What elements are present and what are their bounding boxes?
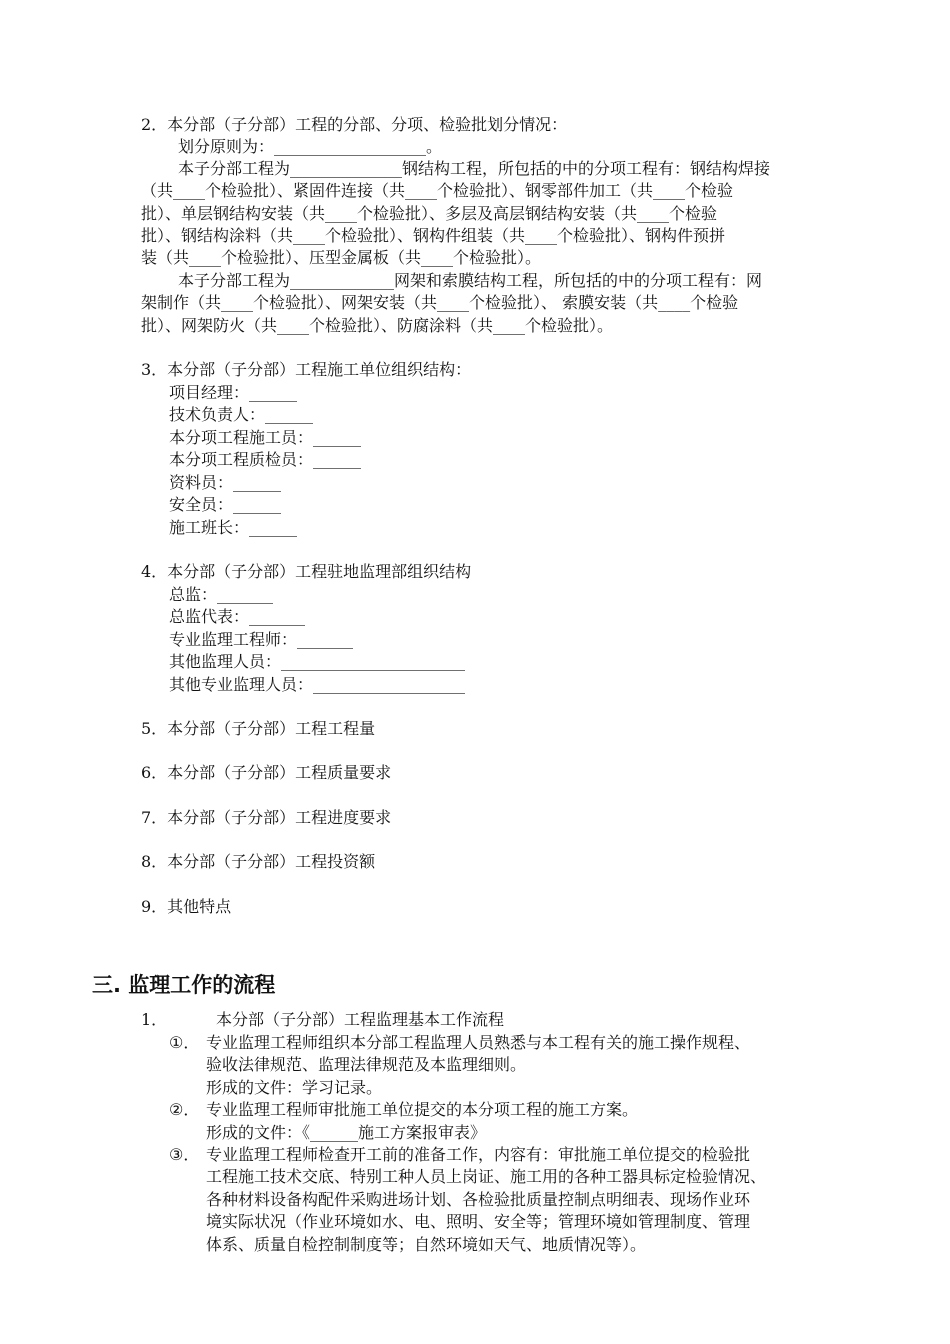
step-line: 境实际状况（作业环境如水、电、照明、安全等；管理环境如管理制度、管理 [206, 1212, 751, 1231]
grid-paragraph-line: 本子分部工程为_____________网架和索膜结构工程，所包括的中的分项工程有：网 [178, 271, 763, 290]
steel-paragraph-line: 装（共____个检验批）、压型金属板（共____个检验批）。 [141, 248, 542, 267]
section-3-heading: 3．本分部（子分部）工程施工单位组织结构： [141, 360, 472, 379]
org-item-quality-inspector: 本分项工程质检员：______ [169, 450, 362, 469]
supervision-item-chief: 总监：_______ [169, 585, 274, 604]
step-line: 验收法律规范、监理法律规范及本监理细则。 [206, 1055, 527, 1074]
step-line: 工程施工技术交底、特别工种人员上岗证、施工用的各种工器具标定检验情况、 [206, 1167, 767, 1186]
step-line: 专业监理工程师组织本分部工程监理人员熟悉与本工程有关的施工操作规程、 [206, 1033, 751, 1052]
step-marker: ②． [169, 1100, 200, 1119]
chapter-3-title: 三. 监理工作的流程 [92, 973, 276, 997]
step-output: 形成的文件：《______施工方案报审表》 [206, 1123, 487, 1142]
subsection-number: 1． [141, 1010, 168, 1029]
grid-paragraph-line: 批）、网架防火（共____个检验批）、防腐涂料（共____个检验批）。 [141, 316, 614, 335]
org-item-project-manager: 项目经理：______ [169, 383, 298, 402]
subsection-title: 本分部（子分部）工程监理基本工作流程 [216, 1010, 505, 1029]
step-output: 形成的文件：学习记录。 [206, 1078, 383, 1097]
steel-paragraph-line: 批）、钢结构涂料（共____个检验批）、钢构件组装（共____个检验批）、钢构件预拼 [141, 226, 726, 245]
step-marker: ③． [169, 1145, 200, 1164]
org-item-foreman: 施工班长：______ [169, 518, 298, 537]
grid-paragraph-line: 架制作（共____个检验批）、网架安装（共____个检验批）、 索膜安装（共____个检验 [141, 293, 739, 312]
supervision-item-engineer: 专业监理工程师：_______ [169, 630, 354, 649]
org-item-constructor: 本分项工程施工员：______ [169, 428, 362, 447]
section-8-heading: 8．本分部（子分部）工程投资额 [141, 852, 376, 871]
division-principle: 划分原则为：___________________。 [178, 137, 443, 156]
step-line: 专业监理工程师检查开工前的准备工作，内容有：审批施工单位提交的检验批 [206, 1145, 751, 1164]
supervision-item-other-staff: 其他监理人员：_______________________ [169, 652, 466, 671]
step-marker: ①． [169, 1033, 200, 1052]
section-6-heading: 6．本分部（子分部）工程质量要求 [141, 763, 392, 782]
step-line: 专业监理工程师审批施工单位提交的本分项工程的施工方案。 [206, 1100, 639, 1119]
section-2-heading: 2．本分部（子分部）工程的分部、分项、检验批划分情况： [141, 115, 568, 134]
section-7-heading: 7．本分部（子分部）工程进度要求 [141, 808, 392, 827]
step-line: 体系、质量自检控制制度等；自然环境如天气、地质情况等）。 [206, 1235, 647, 1254]
org-item-safety-officer: 安全员：______ [169, 495, 282, 514]
supervision-item-deputy: 总监代表：_______ [169, 607, 306, 626]
supervision-item-other-specialists: 其他专业监理人员：___________________ [169, 675, 466, 694]
steel-paragraph-line: 本子分部工程为______________钢结构工程，所包括的中的分项工程有：钢结构焊接 [178, 159, 771, 178]
section-4-heading: 4．本分部（子分部）工程驻地监理部组织结构 [141, 562, 472, 581]
steel-paragraph-line: 批）、单层钢结构安装（共____个检验批）、多层及高层钢结构安装（共____个检验 [141, 204, 718, 223]
org-item-tech-lead: 技术负责人：______ [169, 405, 314, 424]
section-9-heading: 9．其他特点 [141, 897, 232, 916]
org-item-documenter: 资料员：______ [169, 473, 282, 492]
steel-paragraph-line: （共____个检验批）、紧固件连接（共____个检验批）、钢零部件加工（共____个检验 [141, 181, 734, 200]
step-line: 各种材料设备构配件采购进场计划、各检验批质量控制点明细表、现场作业环 [206, 1190, 751, 1209]
section-5-heading: 5．本分部（子分部）工程工程量 [141, 719, 376, 738]
